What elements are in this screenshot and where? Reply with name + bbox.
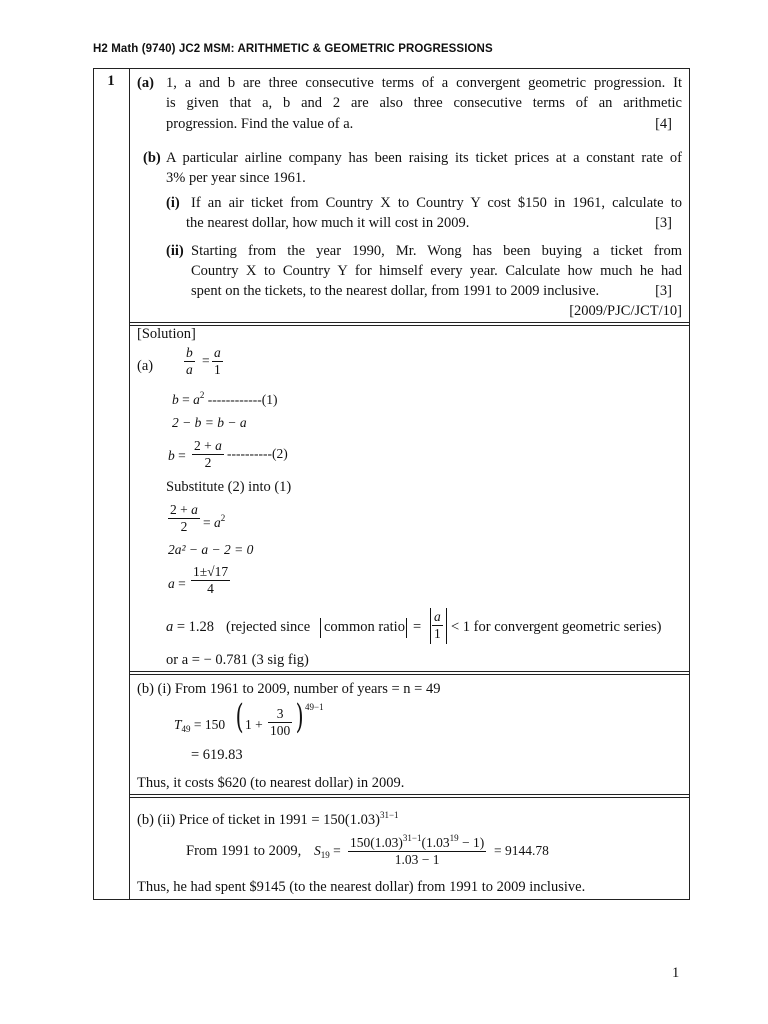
table-rule bbox=[129, 794, 690, 795]
part-b-label: (b) bbox=[143, 150, 161, 166]
equation-ap: 2 − b = b − a bbox=[172, 415, 247, 430]
quadratic-equation: 2a² − a − 2 = 0 bbox=[168, 542, 254, 557]
abs-bar bbox=[320, 618, 321, 638]
reject-eq: = bbox=[413, 619, 422, 635]
fraction-2-plus-a-over-2: $\frac{2 + a}{2}$ bbox=[194, 438, 222, 470]
solution-bi-line-1: (b) (i) From 1961 to 2009, number of years = n = 49 bbox=[137, 681, 441, 697]
part-bii-line-1: Starting from the year 1990, Mr. Wong has been buying a ticket from bbox=[191, 243, 682, 259]
table-rule bbox=[129, 325, 690, 326]
root-rejected bbox=[166, 617, 214, 637]
equation-substituted-rhs: = $a^2$ bbox=[203, 513, 226, 530]
part-bii-marks: [3] bbox=[655, 283, 672, 299]
table-rule bbox=[129, 674, 690, 675]
solution-bi-conclusion: Thus, it costs $620 (to nearest dollar) in 2009. bbox=[137, 775, 405, 791]
t49-expression: $T_{49} = 150$ bbox=[174, 717, 226, 734]
s19-lhs: $S_{19}$ = bbox=[314, 843, 341, 860]
part-bi-line-2: the nearest dollar, how much it will cost in 2009. bbox=[186, 215, 470, 231]
reject-a-value: a = 1.28 bbox=[166, 619, 215, 635]
solution-bii-line-1: (b) (ii) Price of ticket in $1991 = 150(1.03)^{31-1}$ bbox=[137, 810, 399, 828]
abs-bar bbox=[430, 608, 431, 644]
part-a-label: (a) bbox=[137, 75, 154, 91]
substitute-text: Substitute (2) into (1) bbox=[166, 479, 292, 495]
table-rule bbox=[129, 322, 690, 323]
part-a-line-2: is given that a, b and 2 are also three consecutive terms of an arithmetic bbox=[166, 95, 682, 111]
part-bii-line-2: Country X to Country Y for himself every year. Calculate how much he had bbox=[191, 263, 682, 279]
table-rule bbox=[129, 671, 690, 672]
one-plus: 1 + bbox=[245, 717, 263, 732]
part-b-line-1: A particular airline company has been raising its ticket prices at a constant rate of bbox=[166, 150, 682, 166]
table-divider bbox=[129, 68, 130, 900]
equation-2-label: ----------(2) bbox=[227, 446, 288, 461]
fraction-substituted: $\frac{2 + a}{2}$ bbox=[170, 502, 198, 534]
solution-title: [Solution] bbox=[137, 326, 196, 342]
fraction-a-over-1-abs: $\frac{a}{1}$ bbox=[434, 609, 441, 641]
part-a-line-3: progression. Find the value of a. bbox=[166, 116, 354, 132]
fraction-a-over-1: $\frac{a}{1}$ bbox=[214, 345, 221, 377]
solution-a-label: (a) bbox=[137, 358, 154, 374]
paren-right: ) bbox=[295, 697, 304, 737]
equation-1: $b = a^2$ ------------(1) bbox=[172, 390, 278, 407]
abs-bar bbox=[446, 608, 447, 644]
abs-bar bbox=[406, 618, 407, 638]
equation-2-lhs: b = bbox=[168, 448, 186, 463]
root-accepted: or a = − 0.781 (3 sig fig) bbox=[166, 652, 309, 668]
fraction-roots: $\frac{1\pm√17}{4}$ bbox=[193, 564, 229, 596]
root-lhs: a = bbox=[168, 576, 186, 591]
paren-left: ( bbox=[235, 697, 244, 737]
part-bi-marks: [3] bbox=[655, 215, 672, 231]
solution-bii-from: From 1991 to 2009, bbox=[186, 843, 302, 859]
part-bi-label: (i) bbox=[166, 195, 180, 211]
reject-text-3: < 1 for convergent geometric series) bbox=[451, 619, 662, 635]
equals-sign: = bbox=[202, 353, 210, 368]
t49-result: = 619.83 bbox=[191, 747, 243, 763]
s19-result: = 9144.78 bbox=[494, 843, 549, 858]
fraction-b-over-a: $\frac{b}{a}$ bbox=[186, 345, 193, 377]
fraction-3-over-100: $\frac{3}{100}$ bbox=[270, 706, 291, 738]
page-header: H2 Math (9740) JC2 MSM: ARITHMETIC & GEOMETRIC PROGRESSIONS bbox=[93, 43, 493, 55]
question-source: [2009/PJC/JCT/10] bbox=[569, 303, 682, 319]
part-b-line-2: 3% per year since 1961. bbox=[166, 170, 306, 186]
part-bi-line-1: If an air ticket from Country X to Country Y cost $150 in 1961, calculate to bbox=[191, 195, 682, 211]
solution-bii-conclusion: Thus, he had spent $9145 (to the nearest dollar) from 1991 to 2009 inclusive. bbox=[137, 879, 586, 895]
question-number: 1 bbox=[107, 73, 115, 89]
fraction-s19: $\frac{150(1.03)^{31-1}(1.03^{19} - 1)}{1.03 - 1}$ bbox=[348, 830, 486, 868]
part-a-marks: [4] bbox=[655, 116, 672, 132]
reject-text-2: common ratio bbox=[324, 619, 405, 635]
part-bii-label: (ii) bbox=[166, 243, 184, 259]
reject-text-1: (rejected since bbox=[226, 619, 311, 635]
table-rule bbox=[129, 797, 690, 798]
exponent-49-1: 49−1 bbox=[305, 702, 324, 712]
part-bii-line-3: spent on the tickets, to the nearest dollar, from 1991 to 2009 inclusive. bbox=[191, 283, 600, 299]
page-number: 1 bbox=[672, 965, 680, 981]
part-a-line-1: 1, a and b are three consecutive terms of a convergent geometric progression. It bbox=[166, 75, 682, 91]
